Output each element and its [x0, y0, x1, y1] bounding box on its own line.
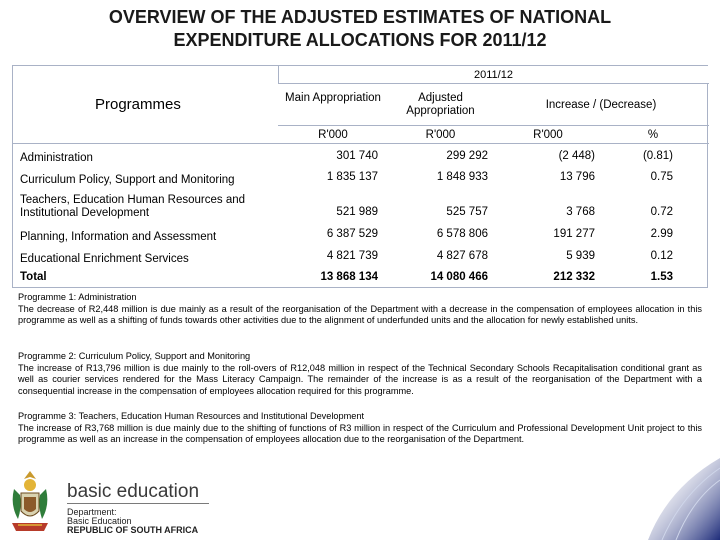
unit-increase: R'000: [533, 129, 563, 141]
total-adjusted: 14 080 466: [430, 271, 488, 283]
row-label: Administration: [20, 152, 93, 164]
total-percent: 1.53: [650, 271, 673, 283]
unit-percent: %: [647, 129, 659, 141]
cell-adjusted: 525 757: [446, 206, 488, 218]
title-line-2: EXPENDITURE ALLOCATIONS FOR 2011/12: [173, 30, 547, 50]
units-divider: [13, 143, 709, 144]
cell-main: 301 740: [336, 150, 378, 162]
unit-adjusted: R'000: [425, 129, 456, 141]
cell-adjusted: 1 848 933: [436, 171, 488, 183]
header-divider: [278, 125, 709, 126]
note-heading: Programme 2: Curriculum Policy, Support and Monitoring: [18, 351, 251, 361]
coat-of-arms-icon: [6, 467, 54, 537]
cell-percent: 0.12: [650, 250, 673, 262]
cell-change: 5 939: [566, 250, 595, 262]
footer-department-name: Basic Education: [67, 516, 132, 526]
cell-adjusted: 299 292: [446, 150, 488, 162]
decorative-swoosh-icon: [648, 458, 720, 540]
row-label: Planning, Information and Assessment: [20, 231, 217, 243]
row-label: Teachers, Education Human Resources and Institutional Development: [20, 194, 246, 219]
cell-change: 13 796: [559, 171, 595, 183]
main-appropriation-header: Main Appropriation: [285, 92, 381, 104]
total-main: 13 868 134: [320, 271, 378, 283]
cell-percent: 2.99: [650, 228, 673, 240]
row-label: Educational Enrichment Services: [20, 253, 189, 265]
note-body: The increase of R3,768 million is due mainly due to the shifting of functions of R3 million in respect of the Curriculum and Professional Development Unit project to this programme as well as an increase in the compensation of employees allocation due to the reorganisation of the Department.: [18, 422, 702, 445]
page-title: [0, 6, 720, 52]
title-line-1: OVERVIEW OF THE ADJUSTED ESTIMATES OF NATIONAL: [108, 7, 612, 27]
cell-main: 4 821 739: [326, 250, 378, 262]
note-programme-3: [18, 411, 702, 446]
cell-main: 6 387 529: [326, 228, 378, 240]
note-body: The increase of R13,796 million is due mainly to the roll-overs of R12,048 million in respect of the Technical Secondary Schools Recapitalisation conditional grant as well as courier services rendered for the Mass Literacy Campaign. The remainder of the increase is as a result of the reorganisation of the Department with a consequential increase in the compensation of employees allocation required for this programme.: [18, 362, 702, 396]
cell-percent: (0.81): [642, 150, 673, 162]
cell-change: (2 448): [558, 150, 595, 162]
cell-main: 1 835 137: [326, 171, 378, 183]
cell-percent: 0.75: [650, 171, 673, 183]
footer-divider: [67, 503, 209, 504]
programmes-header: Programmes: [95, 96, 181, 113]
note-programme-2: [18, 351, 702, 397]
note-body: The decrease of R2,448 million is due mainly as a result of the reorganisation of the Department with a decrease in the compensation of employees allocation in this programme as well as a shifting of funds towards other activities due to the alignment of underfunded units and the allocation for newly established units.: [18, 303, 702, 326]
cell-percent: 0.72: [650, 206, 673, 218]
unit-main: R'000: [318, 129, 348, 141]
row-label: Curriculum Policy, Support and Monitoring: [20, 174, 235, 186]
total-label: Total: [20, 271, 47, 283]
footer-brand: basic education: [67, 481, 200, 502]
cell-main: 521 989: [336, 206, 378, 218]
expenditure-table: [12, 65, 708, 288]
cell-change: 3 768: [566, 206, 595, 218]
note-programme-1: [18, 292, 702, 327]
total-change: 212 332: [553, 271, 595, 283]
cell-change: 191 277: [553, 228, 595, 240]
adjusted-appropriation-header: Adjusted Appropriation: [406, 92, 475, 117]
increase-decrease-header: Increase / (Decrease): [545, 99, 657, 111]
footer-country: REPUBLIC OF SOUTH AFRICA: [67, 525, 199, 535]
note-heading: Programme 3: Teachers, Education Human Resources and Institutional Development: [18, 411, 365, 421]
cell-adjusted: 6 578 806: [436, 228, 488, 240]
footer-department-label: Department:: [67, 507, 117, 517]
note-heading: Programme 1: Administration: [18, 292, 137, 302]
cell-adjusted: 4 827 678: [436, 250, 488, 262]
year-header: 2011/12: [474, 69, 513, 81]
